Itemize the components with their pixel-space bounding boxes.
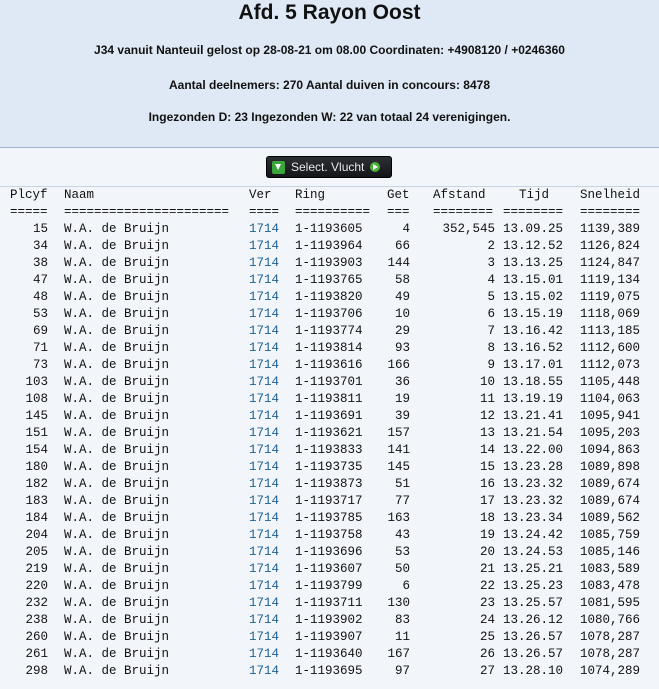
cell-naam: W.A. de Bruijn — [64, 239, 170, 253]
cell-get: 6 — [402, 579, 410, 593]
cell-ring: 1-1193706 — [295, 307, 363, 321]
cell-naam: W.A. de Bruijn — [64, 596, 170, 610]
cell-snelheid: 1089,674 — [580, 477, 641, 491]
col-header-ring: Ring — [295, 188, 326, 202]
cell-ver[interactable]: 1714 — [249, 664, 280, 678]
cell-afstand: 5 — [487, 290, 495, 304]
cell-afstand: 12 — [479, 409, 495, 423]
download-icon — [272, 161, 285, 174]
cell-ring: 1-1193785 — [295, 511, 363, 525]
cell-tijd: 13.28.10 — [503, 664, 564, 678]
cell-plcyf: 34 — [32, 239, 48, 253]
col-header-plcyf: Plcyf — [10, 188, 48, 202]
cell-snelheid: 1083,589 — [580, 562, 641, 576]
cell-tijd: 13.17.01 — [503, 358, 564, 372]
cell-ver[interactable]: 1714 — [249, 409, 280, 423]
cell-plcyf: 154 — [25, 443, 48, 457]
cell-naam: W.A. de Bruijn — [64, 613, 170, 627]
cell-naam: W.A. de Bruijn — [64, 426, 170, 440]
cell-snelheid: 1089,898 — [580, 460, 641, 474]
cell-afstand: 13 — [479, 426, 495, 440]
select-flight-button[interactable] — [266, 156, 392, 178]
cell-get: 50 — [394, 562, 410, 576]
separator: ===== — [10, 205, 48, 219]
cell-afstand: 16 — [479, 477, 495, 491]
cell-naam: W.A. de Bruijn — [64, 545, 170, 559]
cell-snelheid: 1105,448 — [580, 375, 641, 389]
cell-ver[interactable]: 1714 — [249, 392, 280, 406]
cell-snelheid: 1124,847 — [580, 256, 641, 270]
table-row — [0, 289, 659, 306]
cell-ver[interactable]: 1714 — [249, 239, 280, 253]
cell-ver[interactable]: 1714 — [249, 460, 280, 474]
cell-tijd: 13.26.12 — [503, 613, 564, 627]
cell-ver[interactable]: 1714 — [249, 545, 280, 559]
cell-ver[interactable]: 1714 — [249, 596, 280, 610]
cell-ring: 1-1193964 — [295, 239, 363, 253]
cell-naam: W.A. de Bruijn — [64, 256, 170, 270]
cell-naam: W.A. de Bruijn — [64, 324, 170, 338]
table-row — [0, 629, 659, 646]
cell-ver[interactable]: 1714 — [249, 443, 280, 457]
cell-afstand: 25 — [479, 630, 495, 644]
separator: ======== — [503, 205, 564, 219]
cell-afstand: 8 — [487, 341, 495, 355]
cell-afstand: 11 — [479, 392, 495, 406]
cell-plcyf: 219 — [25, 562, 48, 576]
cell-ring: 1-1193833 — [295, 443, 363, 457]
table-row — [0, 663, 659, 680]
cell-snelheid: 1118,069 — [580, 307, 641, 321]
cell-snelheid: 1074,289 — [580, 664, 641, 678]
select-flight-label: Select. Vlucht — [291, 160, 365, 174]
flight-info: J34 vanuit Nanteuil gelost op 28-08-21 om 08.00 Coordinaten: +4908120 / +0246360 — [94, 43, 565, 57]
cell-ver[interactable]: 1714 — [249, 307, 280, 321]
cell-tijd: 13.16.52 — [503, 341, 564, 355]
cell-get: 77 — [394, 494, 410, 508]
cell-tijd: 13.21.54 — [503, 426, 564, 440]
cell-get: 29 — [394, 324, 410, 338]
cell-get: 10 — [394, 307, 410, 321]
table-row — [0, 238, 659, 255]
cell-naam: W.A. de Bruijn — [64, 409, 170, 423]
cell-tijd: 13.15.01 — [503, 273, 564, 287]
cell-ver[interactable]: 1714 — [249, 341, 280, 355]
cell-naam: W.A. de Bruijn — [64, 511, 170, 525]
table-separator-row — [0, 204, 659, 221]
cell-plcyf: 145 — [25, 409, 48, 423]
cell-get: 166 — [387, 358, 410, 372]
table-row — [0, 561, 659, 578]
cell-tijd: 13.15.02 — [503, 290, 564, 304]
cell-get: 49 — [394, 290, 410, 304]
cell-afstand: 3 — [487, 256, 495, 270]
cell-ver[interactable]: 1714 — [249, 273, 280, 287]
table-row — [0, 459, 659, 476]
cell-ring: 1-1193774 — [295, 324, 363, 338]
table-row — [0, 357, 659, 374]
cell-ring: 1-1193616 — [295, 358, 363, 372]
cell-ring: 1-1193607 — [295, 562, 363, 576]
cell-snelheid: 1078,287 — [580, 647, 641, 661]
cell-ring: 1-1193873 — [295, 477, 363, 491]
cell-tijd: 13.23.34 — [503, 511, 564, 525]
separator: ======== — [580, 205, 641, 219]
cell-ver[interactable]: 1714 — [249, 426, 280, 440]
cell-naam: W.A. de Bruijn — [64, 443, 170, 457]
col-header-snelheid: Snelheid — [580, 188, 641, 202]
cell-naam: W.A. de Bruijn — [64, 358, 170, 372]
table-row — [0, 578, 659, 595]
table-row — [0, 595, 659, 612]
cell-afstand: 23 — [479, 596, 495, 610]
cell-plcyf: 103 — [25, 375, 48, 389]
cell-snelheid: 1119,075 — [580, 290, 641, 304]
cell-snelheid: 1119,134 — [580, 273, 641, 287]
cell-naam: W.A. de Bruijn — [64, 664, 170, 678]
cell-plcyf: 298 — [25, 664, 48, 678]
cell-plcyf: 183 — [25, 494, 48, 508]
cell-plcyf: 71 — [32, 341, 48, 355]
cell-get: 43 — [394, 528, 410, 542]
cell-ring: 1-1193621 — [295, 426, 363, 440]
cell-ring: 1-1193717 — [295, 494, 363, 508]
cell-plcyf: 220 — [25, 579, 48, 593]
cell-get: 130 — [387, 596, 410, 610]
cell-tijd: 13.24.53 — [503, 545, 564, 559]
separator: ==== — [249, 205, 280, 219]
cell-get: 157 — [387, 426, 410, 440]
cell-tijd: 13.26.57 — [503, 647, 564, 661]
cell-ver[interactable]: 1714 — [249, 324, 280, 338]
table-header-row — [0, 187, 659, 204]
cell-ver[interactable]: 1714 — [249, 290, 280, 304]
cell-tijd: 13.16.42 — [503, 324, 564, 338]
separator: ====================== — [64, 205, 230, 219]
cell-afstand: 4 — [487, 273, 495, 287]
cell-afstand: 26 — [479, 647, 495, 661]
page-header — [0, 0, 659, 148]
table-row — [0, 425, 659, 442]
cell-get: 97 — [394, 664, 410, 678]
cell-ring: 1-1193605 — [295, 222, 363, 236]
cell-ring: 1-1193765 — [295, 273, 363, 287]
cell-plcyf: 47 — [32, 273, 48, 287]
cell-ring: 1-1193811 — [295, 392, 363, 406]
cell-ring: 1-1193799 — [295, 579, 363, 593]
cell-get: 145 — [387, 460, 410, 474]
cell-snelheid: 1080,766 — [580, 613, 641, 627]
cell-tijd: 13.12.52 — [503, 239, 564, 253]
cell-get: 4 — [402, 222, 410, 236]
cell-ver[interactable]: 1714 — [249, 613, 280, 627]
cell-ring: 1-1193695 — [295, 664, 363, 678]
cell-naam: W.A. de Bruijn — [64, 579, 170, 593]
cell-snelheid: 1139,389 — [580, 222, 641, 236]
cell-snelheid: 1089,562 — [580, 511, 641, 525]
cell-afstand: 10 — [479, 375, 495, 389]
cell-snelheid: 1083,478 — [580, 579, 641, 593]
cell-tijd: 13.23.32 — [503, 477, 564, 491]
cell-snelheid: 1085,759 — [580, 528, 641, 542]
cell-plcyf: 260 — [25, 630, 48, 644]
cell-ver[interactable]: 1714 — [249, 511, 280, 525]
cell-ring: 1-1193814 — [295, 341, 363, 355]
cell-get: 66 — [394, 239, 410, 253]
cell-plcyf: 182 — [25, 477, 48, 491]
cell-ver[interactable]: 1714 — [249, 647, 280, 661]
cell-tijd: 13.25.57 — [503, 596, 564, 610]
cell-afstand: 19 — [479, 528, 495, 542]
cell-ring: 1-1193820 — [295, 290, 363, 304]
cell-get: 141 — [387, 443, 410, 457]
cell-tijd: 13.25.21 — [503, 562, 564, 576]
col-header-ver: Ver — [249, 188, 272, 202]
cell-get: 11 — [394, 630, 410, 644]
cell-afstand: 7 — [487, 324, 495, 338]
cell-afstand: 27 — [479, 664, 495, 678]
cell-naam: W.A. de Bruijn — [64, 562, 170, 576]
cell-ver[interactable]: 1714 — [249, 528, 280, 542]
cell-plcyf: 108 — [25, 392, 48, 406]
cell-naam: W.A. de Bruijn — [64, 375, 170, 389]
cell-plcyf: 180 — [25, 460, 48, 474]
table-row — [0, 221, 659, 238]
cell-get: 51 — [394, 477, 410, 491]
cell-ver[interactable]: 1714 — [249, 222, 280, 236]
col-header-get: Get — [387, 188, 410, 202]
cell-plcyf: 48 — [32, 290, 48, 304]
cell-ver[interactable]: 1714 — [249, 630, 280, 644]
cell-tijd: 13.21.41 — [503, 409, 564, 423]
cell-plcyf: 53 — [32, 307, 48, 321]
submitted-info: Ingezonden D: 23 Ingezonden W: 22 van totaal 24 verenigingen. — [148, 110, 511, 124]
cell-afstand: 6 — [487, 307, 495, 321]
cell-ver[interactable]: 1714 — [249, 477, 280, 491]
cell-plcyf: 69 — [32, 324, 48, 338]
cell-naam: W.A. de Bruijn — [64, 494, 170, 508]
cell-naam: W.A. de Bruijn — [64, 341, 170, 355]
cell-naam: W.A. de Bruijn — [64, 222, 170, 236]
cell-ring: 1-1193758 — [295, 528, 363, 542]
cell-get: 19 — [394, 392, 410, 406]
cell-ver[interactable]: 1714 — [249, 358, 280, 372]
cell-afstand: 22 — [479, 579, 495, 593]
table-row — [0, 510, 659, 527]
cell-tijd: 13.23.28 — [503, 460, 564, 474]
cell-plcyf: 38 — [32, 256, 48, 270]
cell-afstand: 2 — [487, 239, 495, 253]
cell-get: 167 — [387, 647, 410, 661]
cell-snelheid: 1089,674 — [580, 494, 641, 508]
cell-tijd: 13.15.19 — [503, 307, 564, 321]
cell-snelheid: 1112,600 — [580, 341, 641, 355]
cell-snelheid: 1095,203 — [580, 426, 641, 440]
cell-plcyf: 184 — [25, 511, 48, 525]
cell-ver[interactable]: 1714 — [249, 579, 280, 593]
arrow-right-icon — [370, 162, 380, 172]
cell-snelheid: 1112,073 — [580, 358, 641, 372]
cell-snelheid: 1085,146 — [580, 545, 641, 559]
col-header-naam: Naam — [64, 188, 95, 202]
cell-snelheid: 1094,863 — [580, 443, 641, 457]
results-table — [0, 187, 659, 689]
cell-tijd: 13.09.25 — [503, 222, 564, 236]
cell-afstand: 24 — [479, 613, 495, 627]
toolbar — [0, 148, 659, 187]
table-row — [0, 323, 659, 340]
participants-info: Aantal deelnemers: 270 Aantal duiven in concours: 8478 — [169, 78, 490, 92]
cell-ring: 1-1193701 — [295, 375, 363, 389]
cell-tijd: 13.18.55 — [503, 375, 564, 389]
cell-naam: W.A. de Bruijn — [64, 647, 170, 661]
cell-plcyf: 151 — [25, 426, 48, 440]
table-row — [0, 544, 659, 561]
table-row — [0, 476, 659, 493]
cell-get: 36 — [394, 375, 410, 389]
cell-naam: W.A. de Bruijn — [64, 630, 170, 644]
separator: ======== — [433, 205, 494, 219]
cell-ring: 1-1193640 — [295, 647, 363, 661]
cell-afstand: 21 — [479, 562, 495, 576]
page-title: Afd. 5 Rayon Oost — [238, 1, 421, 24]
cell-get: 39 — [394, 409, 410, 423]
cell-snelheid: 1095,941 — [580, 409, 641, 423]
cell-afstand: 17 — [479, 494, 495, 508]
cell-ver[interactable]: 1714 — [249, 562, 280, 576]
table-row — [0, 442, 659, 459]
table-row — [0, 306, 659, 323]
table-row — [0, 646, 659, 663]
cell-plcyf: 261 — [25, 647, 48, 661]
cell-ring: 1-1193691 — [295, 409, 363, 423]
cell-ring: 1-1193902 — [295, 613, 363, 627]
cell-ring: 1-1193711 — [295, 596, 363, 610]
cell-snelheid: 1081,595 — [580, 596, 641, 610]
separator: ========== — [295, 205, 371, 219]
cell-get: 93 — [394, 341, 410, 355]
cell-snelheid: 1104,063 — [580, 392, 641, 406]
cell-afstand: 352,545 — [442, 222, 495, 236]
cell-plcyf: 238 — [25, 613, 48, 627]
table-row — [0, 527, 659, 544]
table-row — [0, 408, 659, 425]
cell-ver[interactable]: 1714 — [249, 256, 280, 270]
cell-plcyf: 205 — [25, 545, 48, 559]
cell-ring: 1-1193907 — [295, 630, 363, 644]
cell-afstand: 20 — [479, 545, 495, 559]
cell-afstand: 15 — [479, 460, 495, 474]
table-row — [0, 612, 659, 629]
cell-get: 83 — [394, 613, 410, 627]
cell-ver[interactable]: 1714 — [249, 494, 280, 508]
cell-naam: W.A. de Bruijn — [64, 290, 170, 304]
table-row — [0, 272, 659, 289]
cell-get: 144 — [387, 256, 410, 270]
table-row — [0, 255, 659, 272]
cell-ring: 1-1193696 — [295, 545, 363, 559]
cell-snelheid: 1113,185 — [580, 324, 641, 338]
cell-ring: 1-1193735 — [295, 460, 363, 474]
separator: === — [387, 205, 410, 219]
cell-snelheid: 1126,824 — [580, 239, 641, 253]
cell-get: 58 — [394, 273, 410, 287]
cell-tijd: 13.19.19 — [503, 392, 564, 406]
cell-naam: W.A. de Bruijn — [64, 392, 170, 406]
cell-plcyf: 15 — [32, 222, 48, 236]
cell-plcyf: 232 — [25, 596, 48, 610]
cell-tijd: 13.26.57 — [503, 630, 564, 644]
cell-plcyf: 73 — [32, 358, 48, 372]
cell-afstand: 9 — [487, 358, 495, 372]
cell-get: 53 — [394, 545, 410, 559]
cell-afstand: 14 — [479, 443, 495, 457]
cell-naam: W.A. de Bruijn — [64, 273, 170, 287]
col-header-afstand: Afstand — [433, 188, 486, 202]
cell-ring: 1-1193903 — [295, 256, 363, 270]
cell-tijd: 13.24.42 — [503, 528, 564, 542]
cell-afstand: 18 — [479, 511, 495, 525]
cell-get: 163 — [387, 511, 410, 525]
table-row — [0, 493, 659, 510]
cell-naam: W.A. de Bruijn — [64, 460, 170, 474]
cell-tijd: 13.13.25 — [503, 256, 564, 270]
cell-ver[interactable]: 1714 — [249, 375, 280, 389]
table-row — [0, 374, 659, 391]
table-row — [0, 340, 659, 357]
cell-tijd: 13.23.32 — [503, 494, 564, 508]
cell-tijd: 13.25.23 — [503, 579, 564, 593]
cell-plcyf: 204 — [25, 528, 48, 542]
cell-naam: W.A. de Bruijn — [64, 477, 170, 491]
col-header-tijd: Tijd — [519, 188, 550, 202]
table-row — [0, 391, 659, 408]
cell-tijd: 13.22.00 — [503, 443, 564, 457]
cell-snelheid: 1078,287 — [580, 630, 641, 644]
cell-naam: W.A. de Bruijn — [64, 528, 170, 542]
cell-naam: W.A. de Bruijn — [64, 307, 170, 321]
